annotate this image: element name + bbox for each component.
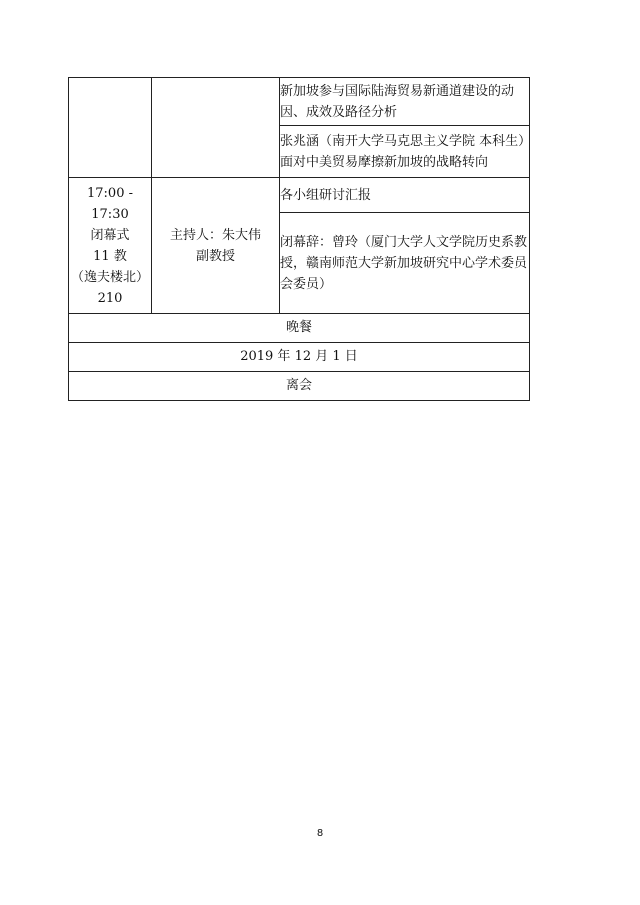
- closing-item: 各小组研讨汇报: [280, 178, 530, 213]
- host-title: 副教授: [195, 248, 235, 264]
- table-row: [69, 178, 530, 213]
- table-row: [69, 372, 530, 401]
- host-name: 主持人：朱大伟: [169, 227, 261, 243]
- building: 11 教: [93, 248, 127, 264]
- building-alias: （逸夫楼北）: [70, 269, 149, 285]
- date-row: 2019 年 12 月 1 日: [69, 343, 530, 372]
- page-number: 8: [316, 828, 324, 839]
- closing-time-cell: [69, 178, 152, 314]
- empty-host-cell: [152, 78, 280, 178]
- closing-host-cell: [152, 178, 280, 314]
- time-end: 17:30: [91, 206, 129, 222]
- closing-item: 闭幕辞：曾玲（厦门大学人文学院历史系教授，赣南师范大学新加坡研究中心学术委员会委员）: [280, 213, 530, 314]
- presentation-topic: 新加坡参与国际陆海贸易新通道建设的动因、成效及路径分析: [280, 78, 530, 126]
- schedule-table: [68, 77, 530, 401]
- dinner-row: 晚餐: [69, 314, 530, 343]
- session-name: 闭幕式: [90, 227, 130, 243]
- table-row: [69, 314, 530, 343]
- presentation-topic: 张兆涵（南开大学马克思主义学院 本科生）面对中美贸易摩擦新加坡的战略转向: [280, 126, 530, 178]
- room-number: 210: [97, 290, 123, 306]
- empty-time-cell: [69, 78, 152, 178]
- time-start: 17:00 -: [87, 185, 133, 201]
- table-row: [69, 78, 530, 126]
- table-row: [69, 343, 530, 372]
- departure-row: 离会: [69, 372, 530, 401]
